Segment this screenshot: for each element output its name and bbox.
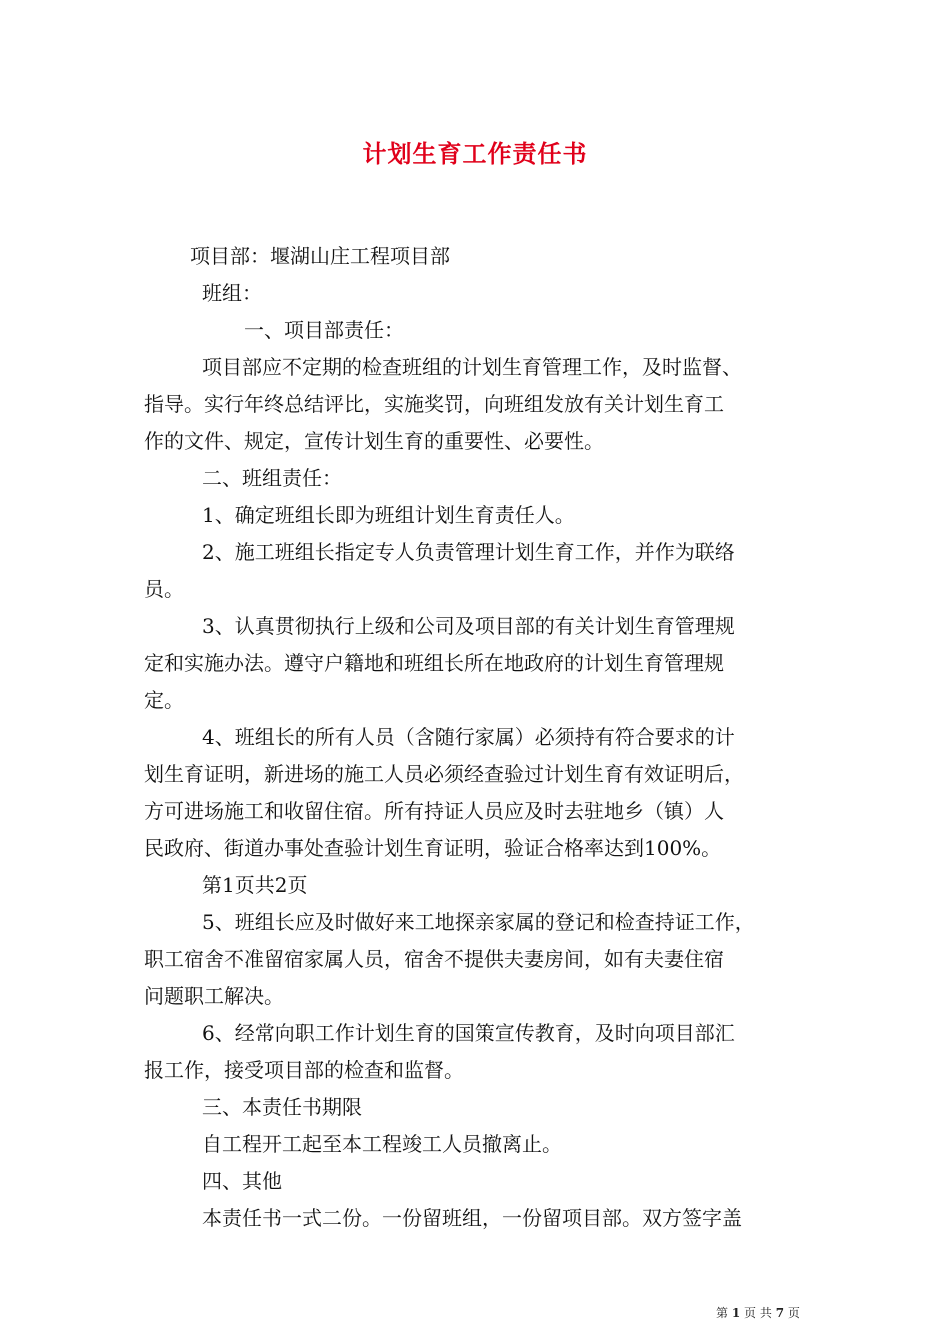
footer-page-number: 1 bbox=[731, 1306, 741, 1320]
item-1: 1、确定班组长即为班组计划生育责任人。 bbox=[202, 503, 575, 527]
footer-suffix: 页 bbox=[787, 1306, 800, 1320]
paragraph-line: 指导。实行年终总结评比，实施奖罚，向班组发放有关计划生育工 bbox=[144, 392, 724, 416]
paragraph-line: 方可进场施工和收留住宿。所有持证人员应及时去驻地乡（镇）人 bbox=[144, 799, 724, 823]
section-heading-2: 二、班组责任： bbox=[202, 466, 342, 490]
paragraph-line: 作的文件、规定，宣传计划生育的重要性、必要性。 bbox=[144, 429, 604, 453]
footer-total-pages: 7 bbox=[775, 1306, 785, 1320]
page-footer bbox=[716, 1305, 800, 1321]
item-3: 3、认真贯彻执行上级和公司及项目部的有关计划生育管理规 bbox=[202, 614, 735, 638]
paragraph-line: 本责任书一式二份。一份留班组，一份留项目部。双方签字盖 bbox=[202, 1206, 742, 1230]
item-6: 6、经常向职工作计划生育的国策宣传教育，及时向项目部汇 bbox=[202, 1021, 735, 1045]
paragraph-line: 员。 bbox=[144, 577, 184, 601]
section-heading-4: 四、其他 bbox=[202, 1169, 282, 1193]
section-heading-3: 三、本责任书期限 bbox=[202, 1095, 362, 1119]
paragraph-line: 定和实施办法。遵守户籍地和班组长所在地政府的计划生育管理规 bbox=[144, 651, 724, 675]
paragraph-line: 划生育证明，新进场的施工人员必须经查验过计划生育有效证明后， bbox=[144, 762, 744, 786]
project-dept-line: 项目部：堰湖山庄工程项目部 bbox=[190, 244, 450, 268]
footer-prefix: 第 bbox=[716, 1306, 729, 1320]
paragraph-line: 自工程开工起至本工程竣工人员撤离止。 bbox=[202, 1132, 562, 1156]
footer-middle: 页 共 bbox=[744, 1306, 772, 1320]
inline-page-marker: 第1页共2页 bbox=[202, 873, 308, 897]
paragraph-line: 报工作，接受项目部的检查和监督。 bbox=[144, 1058, 464, 1082]
team-line: 班组： bbox=[202, 281, 262, 305]
paragraph-line: 定。 bbox=[144, 688, 184, 712]
section-heading-1: 一、项目部责任： bbox=[244, 318, 404, 342]
item-4: 4、班组长的所有人员（含随行家属）必须持有符合要求的计 bbox=[202, 725, 735, 749]
item-2: 2、施工班组长指定专人负责管理计划生育工作，并作为联络 bbox=[202, 540, 735, 564]
paragraph-line: 民政府、街道办事处查验计划生育证明，验证合格率达到100%。 bbox=[144, 836, 722, 860]
paragraph-line: 项目部应不定期的检查班组的计划生育管理工作，及时监督、 bbox=[202, 355, 742, 379]
item-5: 5、班组长应及时做好来工地探亲家属的登记和检查持证工作， bbox=[202, 910, 755, 934]
document-title: 计划生育工作责任书 bbox=[362, 139, 588, 168]
paragraph-line: 职工宿舍不准留宿家属人员，宿舍不提供夫妻房间，如有夫妻住宿 bbox=[144, 947, 724, 971]
paragraph-line: 问题职工解决。 bbox=[144, 984, 284, 1008]
